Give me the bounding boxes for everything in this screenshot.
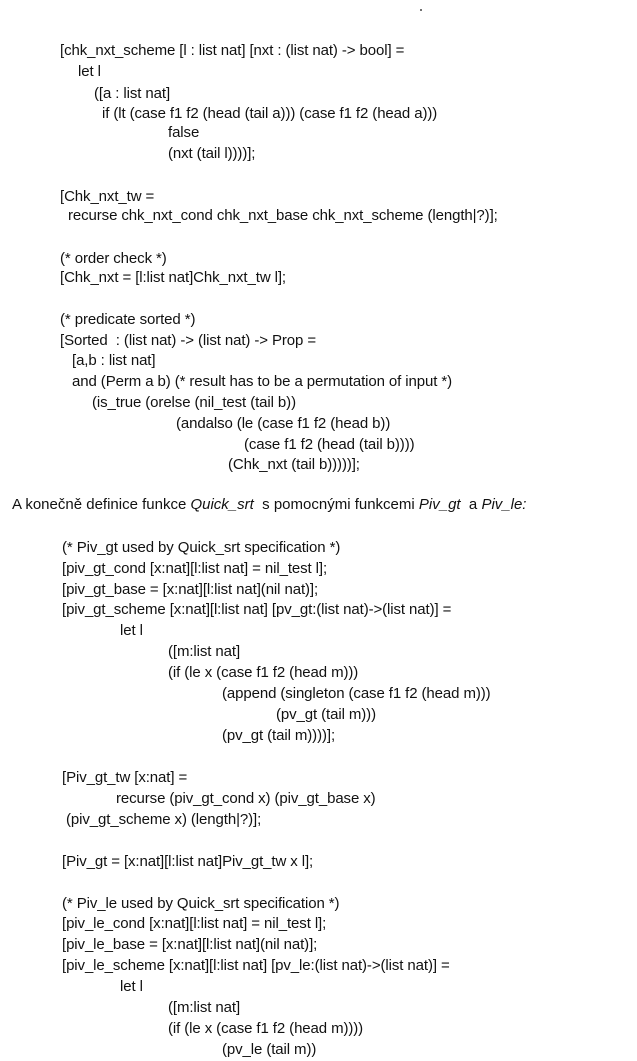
code-line: [Chk_nxt = [l:list nat]Chk_nxt_tw l]; [60, 269, 286, 286]
function-name: Piv_le: [481, 496, 527, 513]
code-line: let l [120, 978, 143, 995]
code-line: [Piv_gt = [x:nat][l:list nat]Piv_gt_tw x l]; [62, 853, 314, 870]
code-line: (pv_le (tail m)) [222, 1041, 317, 1058]
code-line: (andalso (le (case f1 f2 (head b)) [176, 415, 391, 432]
prose-paragraph [12, 496, 526, 514]
function-name: Piv_gt [418, 496, 461, 513]
code-line: (pv_gt (tail m))))]; [222, 727, 336, 744]
code-line: let l [120, 622, 143, 639]
prose-text: s pomocnými funkcemi [253, 496, 419, 513]
code-line: [piv_gt_cond [x:nat][l:list nat] = nil_test l]; [62, 560, 328, 577]
code-line: [piv_le_base = [x:nat][l:list nat](nil nat)]; [62, 936, 318, 953]
code-line: (* order check *) [60, 250, 167, 267]
code-line: false [168, 124, 200, 141]
code-line: (pv_gt (tail m))) [276, 706, 376, 723]
code-line: [Chk_nxt_tw = [60, 188, 155, 205]
code-line: (piv_gt_scheme x) (length|?)]; [66, 811, 262, 828]
code-line: (* Piv_le used by Quick_srt specification *) [62, 895, 340, 912]
code-line: (case f1 f2 (head (tail b)))) [244, 436, 415, 453]
code-line: (* Piv_gt used by Quick_srt specification *) [62, 539, 341, 556]
code-line: (Chk_nxt (tail b)))))]; [228, 456, 360, 473]
code-line: [Piv_gt_tw [x:nat] = [62, 769, 188, 786]
prose-text: A konečně definice funkce [12, 496, 191, 513]
code-line: ([a : list nat] [94, 85, 171, 102]
function-name: Quick_srt [190, 496, 254, 513]
code-line: [piv_gt_scheme [x:nat][l:list nat] [pv_gt:(list nat)->(list nat)] = [62, 601, 452, 618]
code-line: [piv_le_scheme [x:nat][l:list nat] [pv_le:(list nat)->(list nat)] = [62, 957, 450, 974]
code-line: (append (singleton (case f1 f2 (head m))) [222, 685, 491, 702]
code-line: (if (le x (case f1 f2 (head m)))) [168, 1020, 364, 1037]
code-line: [chk_nxt_scheme [l : list nat] [nxt : (list nat) -> bool] = [60, 42, 405, 59]
code-line: let l [78, 63, 101, 80]
code-line: ([m:list nat] [168, 999, 241, 1016]
code-line: (nxt (tail l))))]; [168, 145, 256, 162]
prose-text: a [460, 496, 482, 513]
code-line: (if (le x (case f1 f2 (head m))) [168, 664, 359, 681]
code-line: [Sorted : (list nat) -> (list nat) -> Prop = [60, 332, 317, 349]
code-line: recurse (piv_gt_cond x) (piv_gt_base x) [116, 790, 376, 807]
code-line: and (Perm a b) (* result has to be a permutation of input *) [72, 373, 453, 390]
code-line: (is_true (orelse (nil_test (tail b)) [92, 394, 296, 411]
code-line: [piv_gt_base = [x:nat][l:list nat](nil nat)]; [62, 581, 319, 598]
code-line: [piv_le_cond [x:nat][l:list nat] = nil_test l]; [62, 915, 327, 932]
code-line: recurse chk_nxt_cond chk_nxt_base chk_nxt_scheme (length|?)]; [68, 207, 498, 224]
code-line: [a,b : list nat] [72, 352, 156, 369]
code-line: ([m:list nat] [168, 643, 241, 660]
code-line: (* predicate sorted *) [60, 311, 196, 328]
code-line: if (lt (case f1 f2 (head (tail a))) (case f1 f2 (head a))) [102, 105, 438, 122]
